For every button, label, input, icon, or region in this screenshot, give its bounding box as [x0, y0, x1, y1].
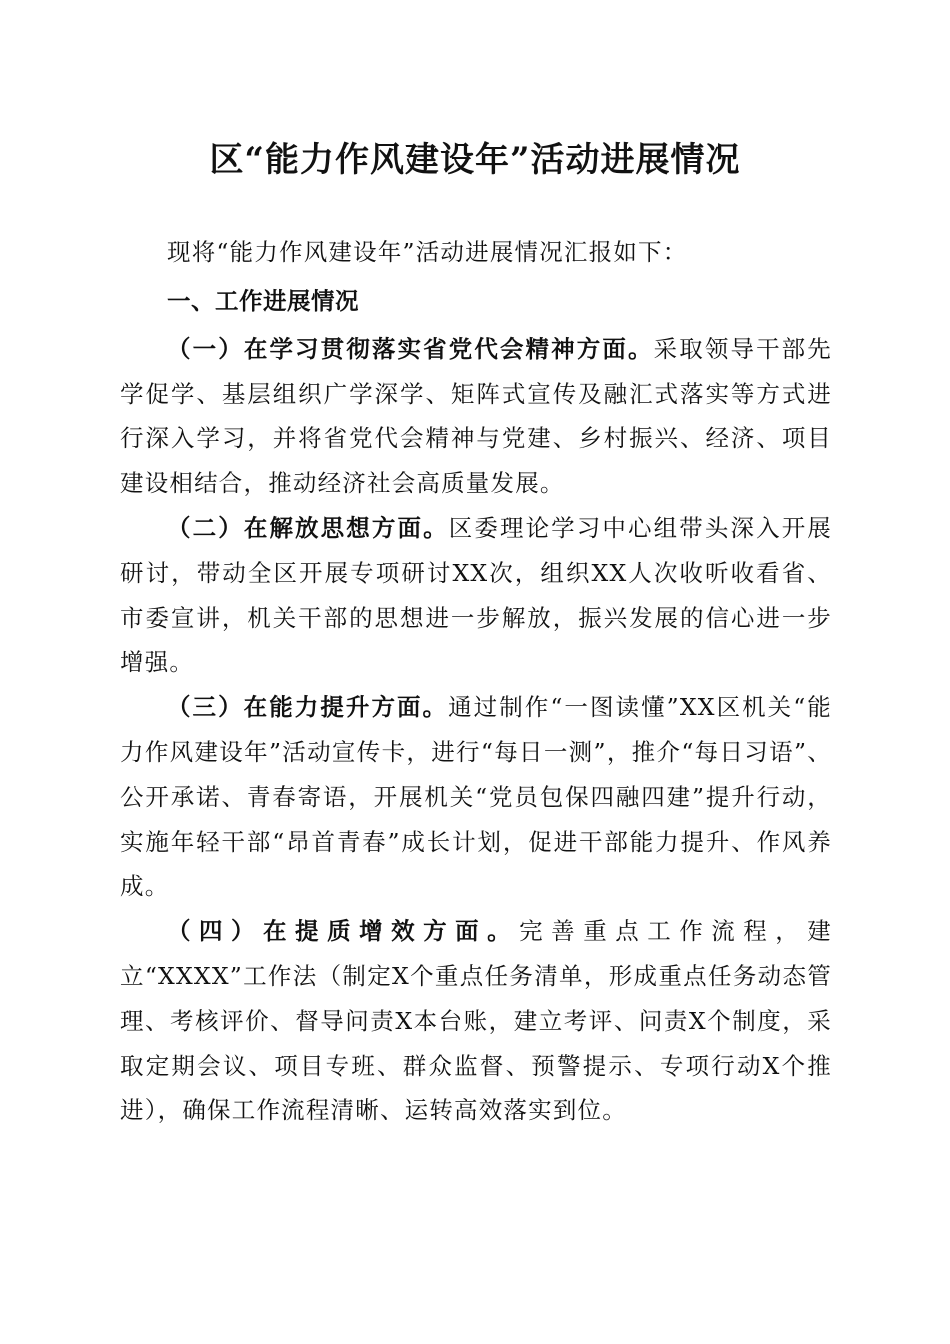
paragraph-item-4 [120, 909, 832, 1133]
paragraph-item-3 [120, 685, 832, 909]
paragraph-item-2 [120, 506, 832, 685]
section-heading: 一、工作进展情况 [167, 286, 359, 315]
paragraph-lead: （三）在能力提升方面。 [167, 693, 449, 722]
paragraph-item-1 [120, 327, 832, 506]
paragraph-lead: （四）在提质增效方面。 [167, 917, 520, 946]
paragraph-text: 采取领导干部先学促学、基层组织广学深学、矩阵式宣传及融汇式落实等方式进行深入学习，并将省党代会精神与党建、乡村振兴、经济、项目建设相结合，推动经济社会高质量发展。 [120, 334, 832, 498]
intro-paragraph: 现将“能力作风建设年”活动进展情况汇报如下： [167, 238, 688, 266]
paragraph-lead: （二）在解放思想方面。 [167, 513, 449, 542]
paragraph-text: 通过制作“一图读懂”XX区机关“能力作风建设年”活动宣传卡，进行“每日一测”，推介“每日习语”、公开承诺、青春寄语，开展机关“党员包保四融四建”提升行动，实施年轻干部“昂首青春”成长计划，促进干部能力提升、作风养成。 [120, 693, 833, 901]
paragraph-text: 区委理论学习中心组带头深入开展研讨，带动全区开展专项研讨XX次，组织XX人次收听收看省、市委宣讲，机关干部的思想进一步解放，振兴发展的信心进一步增强。 [120, 513, 833, 677]
document-body [120, 230, 832, 1133]
paragraph-text: 完善重点工作流程，建立“XXXX”工作法（制定X个重点任务清单，形成重点任务动态管理、考核评价、督导问责X本台账，建立考评、问责X个制度，采取定期会议、项目专班、群众监督、预警提示、专项行动X个推进），确保工作流程清晰、运转高效落实到位。 [120, 917, 833, 1125]
paragraph-lead: （一）在学习贯彻落实省党代会精神方面。 [167, 334, 654, 363]
document-title: 区“能力作风建设年”活动进展情况 [209, 140, 741, 180]
